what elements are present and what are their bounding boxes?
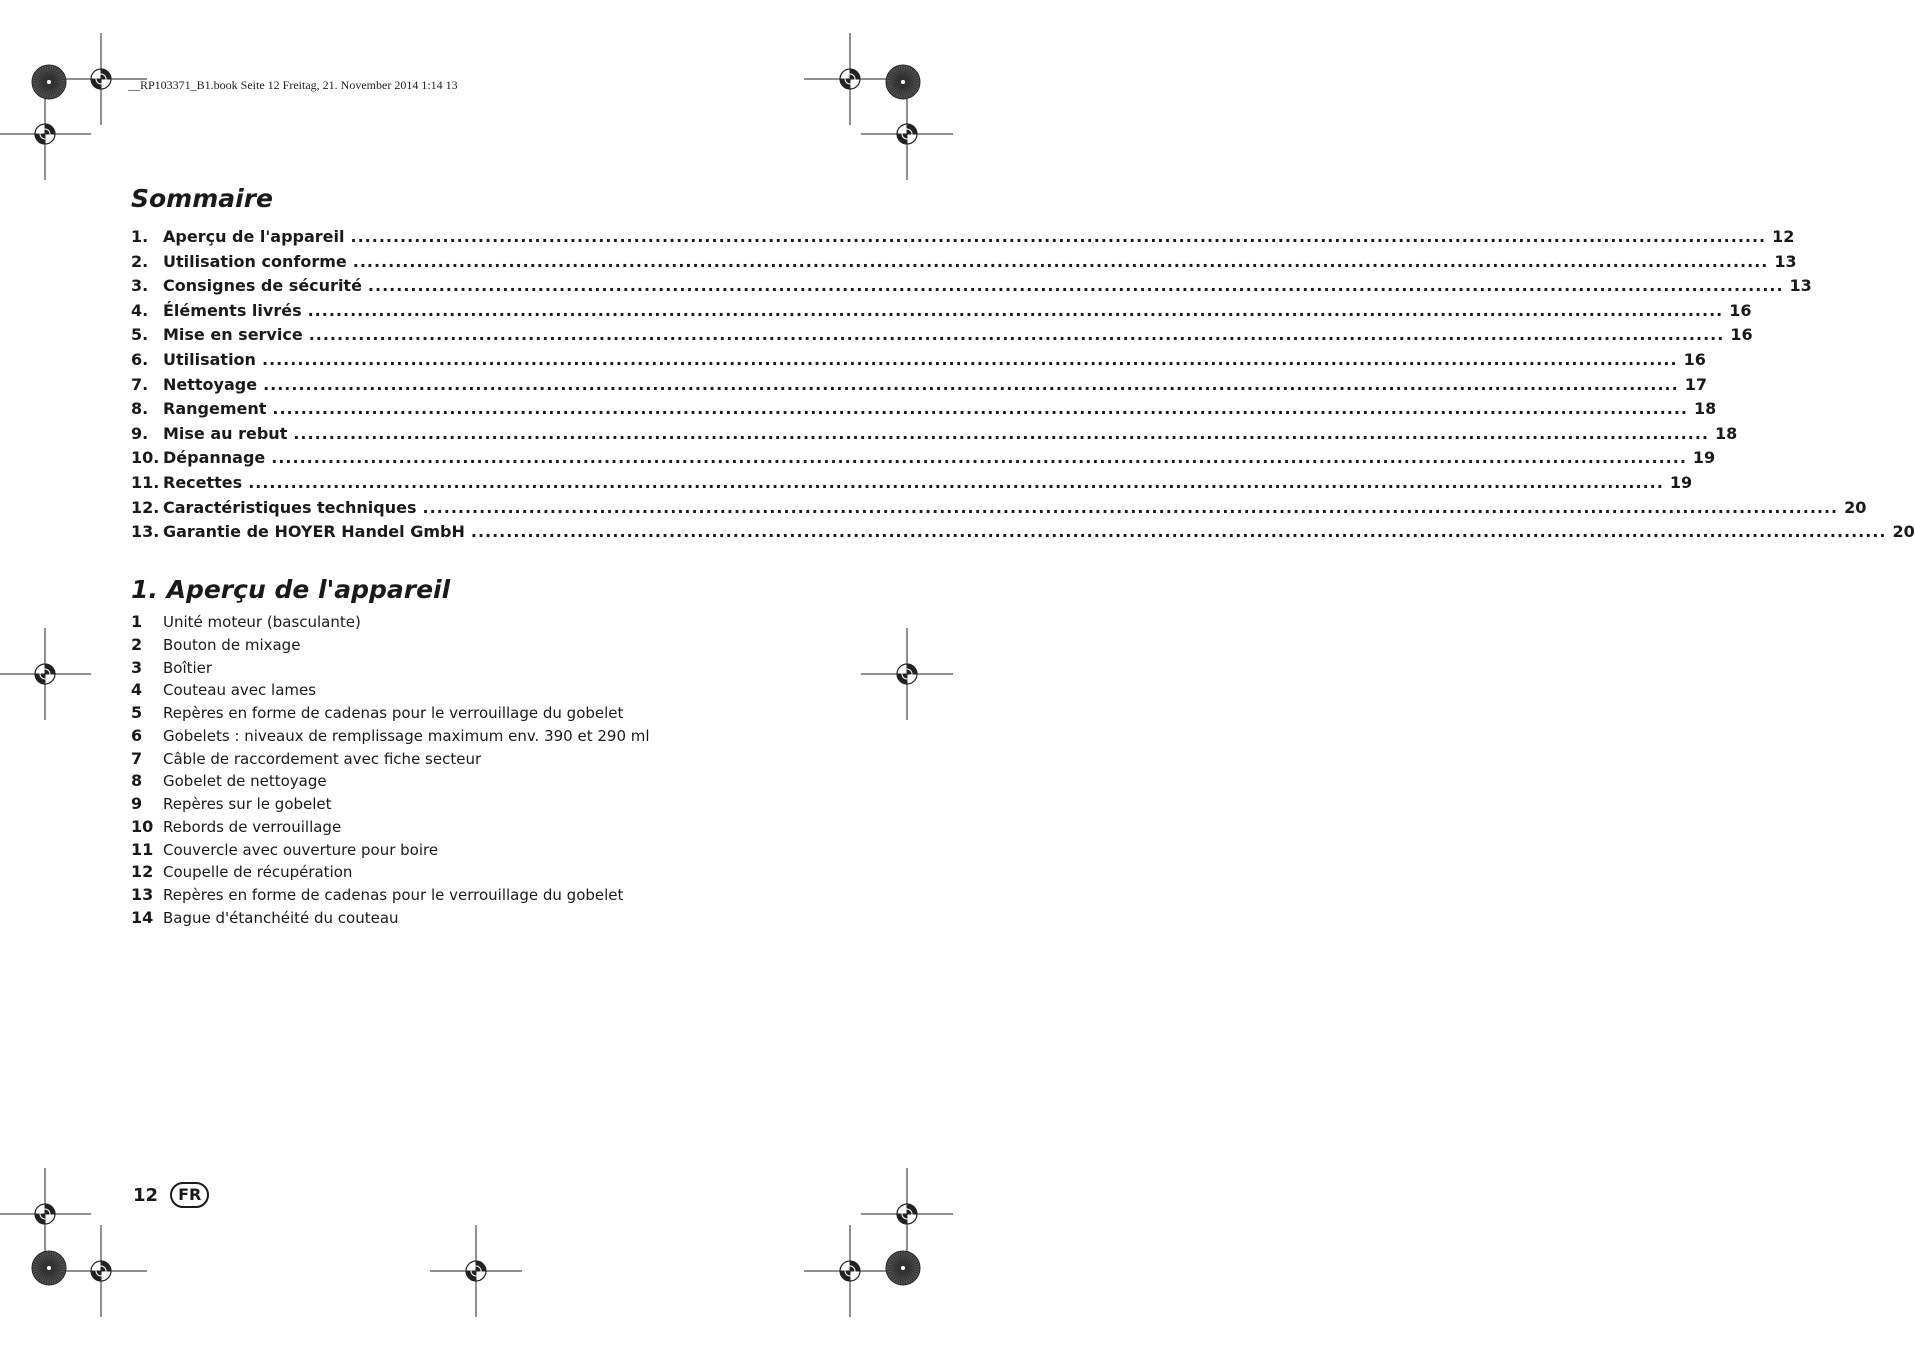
part-number: 7: [131, 748, 143, 768]
toc-item: [131, 472, 1693, 498]
book-header-line: __RP103371_B1.book Seite 12 Freitag, 21. November 2014 1:14 13: [128, 78, 458, 92]
registration-mark-icon: [0, 86, 93, 182]
registration-mark-icon: [53, 1223, 149, 1319]
toc-leader-dots: ........................................................................................................................................................................................................: [352, 251, 1769, 271]
toc-item-page: 19: [1669, 472, 1693, 492]
color-target-icon: [31, 64, 67, 100]
toc-leader-dots: ........................................................................................................................................................................................................: [470, 522, 1887, 542]
toc-item-text: Aperçu de l'appareil: [163, 227, 345, 246]
toc-item-page: 17: [1684, 374, 1707, 394]
toc-leader-dots: ........................................................................................................................................................................................................: [308, 325, 1725, 345]
list-item: [131, 680, 811, 703]
color-target-icon: [885, 1250, 921, 1286]
toc-item-number: 13.: [131, 522, 160, 542]
list-item: [131, 635, 811, 658]
list-item: [131, 658, 811, 681]
part-number: 11: [131, 839, 154, 859]
toc-leader-dots: ........................................................................................................................................................................................................: [261, 349, 1678, 369]
toc-item-number: 1.: [131, 227, 149, 246]
toc-item-text: Utilisation conforme: [163, 251, 347, 271]
toc-item: [131, 522, 1915, 547]
toc-item-number: 5.: [131, 325, 149, 345]
toc-item: [131, 349, 1706, 375]
list-item: [131, 703, 811, 726]
part-number: 1: [131, 612, 143, 631]
toc-item-page: 13: [1789, 276, 1812, 296]
list-item: [131, 726, 811, 749]
toc-item-text: Éléments livrés: [163, 300, 302, 320]
part-description: Rebords de verrouillage: [163, 817, 342, 836]
list-item: [131, 817, 811, 840]
toc-item-text: Dépannage: [163, 448, 266, 468]
toc-item-number: 10.: [131, 448, 160, 468]
toc-item: [131, 423, 1738, 449]
registration-mark-icon: [802, 1223, 898, 1319]
list-item: [131, 749, 811, 772]
toc-item-text: Mise en service: [163, 325, 303, 345]
toc-item: [131, 251, 1797, 277]
list-item: [131, 794, 811, 817]
toc-item-text: Nettoyage: [163, 374, 258, 394]
toc-item-number: 7.: [131, 374, 149, 394]
registration-mark-icon: [859, 626, 955, 722]
toc-item-text: Consignes de sécurité: [163, 276, 362, 296]
toc-item-page: 20: [1844, 497, 1867, 517]
toc-item: [131, 374, 1707, 400]
part-description: Bague d'étanchéité du couteau: [163, 908, 399, 927]
toc-leader-dots: ........................................................................................................................................................................................................: [422, 497, 1839, 517]
part-description: Boîtier: [163, 658, 213, 677]
toc-item-text: Utilisation: [163, 349, 256, 369]
part-number: 4: [131, 680, 143, 700]
part-number: 6: [131, 725, 143, 745]
toc-item: [131, 497, 1867, 523]
part-description: Repères en forme de cadenas pour le verrouillage du gobelet: [163, 886, 624, 904]
page-footer: [133, 1182, 209, 1208]
toc-item: [131, 325, 1753, 350]
toc-item-page: 16: [1729, 300, 1752, 320]
list-item: [131, 908, 811, 931]
part-description: Unité moteur (basculante): [163, 613, 361, 631]
list-item: [131, 840, 811, 863]
registration-mark-icon: [859, 86, 955, 182]
toc-leader-dots: ........................................................................................................................................................................................................: [293, 423, 1709, 443]
part-description: Câble de raccordement avec fiche secteur: [163, 749, 482, 768]
toc-item-page: 18: [1694, 399, 1717, 419]
toc-item-text: Garantie de HOYER Handel GmbH: [163, 522, 465, 542]
toc-item: [131, 448, 1716, 473]
toc-item-text: Recettes: [163, 472, 243, 492]
part-number: 14: [131, 907, 154, 927]
toc-leader-dots: ........................................................................................................................................................................................................: [350, 227, 1767, 246]
toc-item-number: 11.: [131, 472, 160, 492]
toc-item-number: 8.: [131, 399, 149, 419]
toc-item-text: Caractéristiques techniques: [163, 497, 417, 517]
part-description: Gobelet de nettoyage: [163, 772, 327, 791]
toc-leader-dots: ........................................................................................................................................................................................................: [307, 300, 1724, 320]
toc-item-page: 16: [1730, 325, 1753, 345]
list-item: [131, 862, 811, 885]
toc-item-page: 19: [1692, 448, 1716, 468]
toc-leader-dots: ........................................................................................................................................................................................................: [271, 448, 1687, 468]
part-number: 9: [131, 794, 143, 813]
part-number: 2: [131, 634, 143, 654]
color-target-icon: [31, 1250, 67, 1286]
part-number: 5: [131, 703, 143, 722]
part-number: 8: [131, 771, 143, 791]
part-number: 3: [131, 657, 143, 677]
toc-leader-dots: ........................................................................................................................................................................................................: [263, 374, 1679, 394]
part-description: Couvercle avec ouverture pour boire: [163, 840, 439, 859]
toc-item: [131, 300, 1752, 326]
toc-item-number: 9.: [131, 423, 149, 443]
toc-title: Sommaire: [131, 184, 274, 213]
list-item: [131, 612, 811, 635]
toc-item-page: 13: [1774, 251, 1797, 271]
parts-list: [131, 612, 811, 931]
page-number: 12: [133, 1184, 159, 1206]
toc-leader-dots: ........................................................................................................................................................................................................: [367, 276, 1784, 296]
part-description: Couteau avec lames: [163, 681, 317, 700]
toc-item-text: Rangement: [163, 399, 267, 419]
part-number: 12: [131, 862, 154, 882]
part-number: 10: [131, 816, 154, 836]
toc-item: [131, 399, 1717, 424]
toc-leader-dots: ........................................................................................................................................................................................................: [248, 472, 1664, 492]
list-item: [131, 771, 811, 794]
registration-mark-icon: [0, 626, 93, 722]
toc-item-page: 12: [1772, 227, 1795, 246]
color-target-icon: [885, 64, 921, 100]
toc-item-number: 6.: [131, 349, 149, 369]
part-description: Coupelle de récupération: [163, 863, 353, 882]
toc-item: [131, 227, 1795, 252]
toc-item: [131, 276, 1812, 301]
part-description: Repères sur le gobelet: [163, 795, 332, 813]
toc-item-number: 4.: [131, 300, 149, 320]
part-description: Gobelets : niveaux de remplissage maximum env. 390 et 290 ml: [163, 726, 650, 745]
toc-leader-dots: ........................................................................................................................................................................................................: [272, 399, 1688, 419]
table-of-contents: [131, 227, 1915, 547]
language-badge: FR: [170, 1182, 209, 1208]
toc-item-page: 18: [1714, 423, 1738, 443]
part-description: Bouton de mixage: [163, 635, 301, 654]
part-number: 13: [131, 885, 154, 904]
registration-mark-icon: [428, 1223, 524, 1319]
toc-item-number: 2.: [131, 251, 149, 271]
toc-item-page: 16: [1683, 349, 1706, 369]
toc-item-number: 3.: [131, 276, 149, 296]
section-1-title: 1. Aperçu de l'appareil: [131, 575, 451, 604]
toc-item-page: 20: [1892, 522, 1915, 542]
part-description: Repères en forme de cadenas pour le verrouillage du gobelet: [163, 704, 624, 722]
toc-item-number: 12.: [131, 497, 160, 517]
toc-item-text: Mise au rebut: [163, 423, 288, 443]
list-item: [131, 885, 811, 908]
